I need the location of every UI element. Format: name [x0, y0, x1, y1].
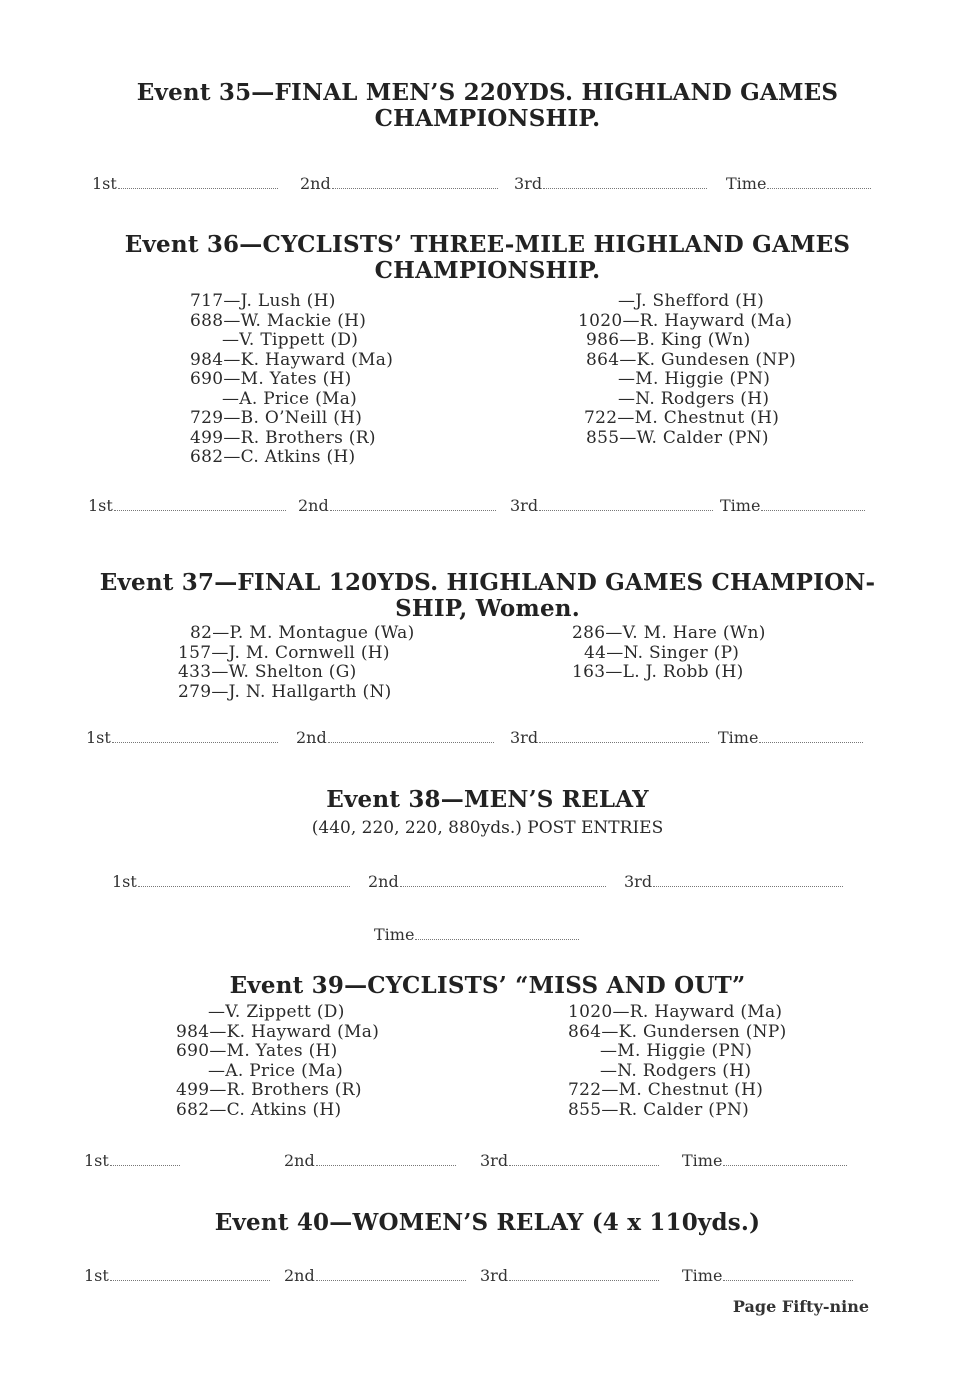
- entry: 722—M. Chestnut (H): [584, 408, 780, 428]
- first-label: 1st: [92, 174, 117, 193]
- entry: —V. Tippett (D): [222, 330, 359, 350]
- event-37-left-entries: [178, 624, 468, 702]
- event-36-heading: [60, 232, 915, 284]
- event-37-heading-line-1: Event 37—FINAL 120YDS. HIGHLAND GAMES CHAMPION-: [99, 569, 876, 596]
- event-36-heading-line-1: Event 36—CYCLISTS’ THREE-MILE HIGHLAND GAMES: [124, 231, 851, 258]
- event-39-right-entries: [568, 1003, 828, 1120]
- entry: —M. Higgie (PN): [600, 1041, 753, 1061]
- event-40-heading: [60, 1210, 915, 1236]
- event-38-heading-line-1: Event 38—MEN’S RELAY: [326, 786, 649, 813]
- second-label: 2nd: [296, 728, 327, 747]
- time-label: Time: [374, 925, 415, 944]
- entry: 722—M. Chestnut (H): [568, 1080, 764, 1100]
- time-label: Time: [682, 1266, 723, 1285]
- first-label: 1st: [112, 872, 137, 891]
- event-36-right-entries: [578, 292, 838, 448]
- event-35-heading-line-1: Event 35—FINAL MEN’S 220YDS. HIGHLAND GAMES: [136, 79, 839, 106]
- entry: 864—K. Gundesen (NP): [586, 349, 797, 370]
- event-38-results-places: [112, 872, 872, 894]
- first-label: 1st: [86, 728, 111, 747]
- third-label: 3rd: [480, 1266, 509, 1285]
- event-37-heading-line-2: SHIP, Women.: [395, 595, 580, 622]
- entry: 1020—R. Hayward (Ma): [578, 310, 793, 331]
- entry: —V. Zippett (D): [208, 1002, 345, 1022]
- event-35-heading: [60, 80, 915, 132]
- entry: 690—M. Yates (H): [176, 1041, 338, 1061]
- entry: —N. Rodgers (H): [618, 388, 770, 409]
- event-36-results: [88, 496, 888, 518]
- third-label: 3rd: [510, 728, 539, 747]
- entry: 690—M. Yates (H): [190, 369, 352, 389]
- third-label: 3rd: [480, 1151, 509, 1170]
- first-label: 1st: [88, 496, 113, 515]
- event-37-results: [86, 728, 886, 750]
- entry: —J. Shefford (H): [618, 291, 765, 311]
- second-label: 2nd: [284, 1266, 315, 1285]
- entry: 717—J. Lush (H): [190, 291, 336, 311]
- second-label: 2nd: [298, 496, 329, 515]
- time-label: Time: [726, 174, 767, 193]
- entry: 499—R. Brothers (R): [190, 427, 376, 448]
- event-40-heading-line-1: Event 40—WOMEN’S RELAY (4 x 110yds.): [214, 1209, 761, 1236]
- time-label: Time: [720, 496, 761, 515]
- entry: 855—R. Calder (PN): [568, 1099, 750, 1120]
- entry: 286—V. M. Hare (Wn): [572, 623, 766, 643]
- first-label: 1st: [84, 1151, 109, 1170]
- event-39-left-entries: [176, 1003, 436, 1120]
- entry: 82—P. M. Montague (Wa): [190, 623, 415, 643]
- entry: 157—J. M. Cornwell (H): [178, 642, 390, 663]
- event-38-subtext: (440, 220, 220, 880yds.) POST ENTRIES: [311, 818, 664, 838]
- entry: 864—K. Gundersen (NP): [568, 1021, 787, 1042]
- entry: 163—L. J. Robb (H): [572, 662, 744, 682]
- entry: 1020—R. Hayward (Ma): [568, 1002, 783, 1022]
- event-36-left-entries: [190, 292, 430, 468]
- second-label: 2nd: [368, 872, 399, 891]
- event-39-heading: [60, 973, 915, 999]
- entry: 682—C. Atkins (H): [176, 1099, 342, 1120]
- entry: 984—K. Hayward (Ma): [176, 1021, 380, 1042]
- entry: 729—B. O’Neill (H): [190, 408, 363, 428]
- third-label: 3rd: [624, 872, 653, 891]
- event-35-results: [92, 174, 892, 196]
- event-39-results: [84, 1151, 884, 1173]
- entry: —A. Price (Ma): [222, 388, 358, 409]
- entry: 44—N. Singer (P): [584, 642, 740, 663]
- second-label: 2nd: [284, 1151, 315, 1170]
- time-label: Time: [718, 728, 759, 747]
- event-39-heading-line-1: Event 39—CYCLISTS’ “MISS AND OUT”: [229, 972, 746, 999]
- third-label: 3rd: [510, 496, 539, 515]
- event-37-heading: [40, 570, 935, 622]
- page-number: Page Fifty-nine: [732, 1297, 869, 1316]
- entry: 986—B. King (Wn): [586, 330, 751, 350]
- event-38-heading: [60, 787, 915, 813]
- entry: —M. Higgie (PN): [618, 369, 771, 389]
- event-35-heading-line-2: CHAMPIONSHIP.: [374, 105, 601, 132]
- entry: 688—W. Mackie (H): [190, 310, 367, 331]
- entry: 499—R. Brothers (R): [176, 1080, 362, 1100]
- entry: —N. Rodgers (H): [600, 1060, 752, 1081]
- entry: —A. Price (Ma): [208, 1060, 344, 1081]
- event-38-results-time: [374, 925, 614, 947]
- third-label: 3rd: [514, 174, 543, 193]
- first-label: 1st: [84, 1266, 109, 1285]
- entry: 682—C. Atkins (H): [190, 447, 356, 467]
- entry: 855—W. Calder (PN): [586, 427, 769, 448]
- second-label: 2nd: [300, 174, 331, 193]
- entry: 984—K. Hayward (Ma): [190, 349, 394, 370]
- entry: 433—W. Shelton (G): [178, 662, 357, 682]
- event-36-heading-line-2: CHAMPIONSHIP.: [374, 257, 601, 284]
- event-37-right-entries: [572, 624, 832, 683]
- entry: 279—J. N. Hallgarth (N): [178, 681, 392, 702]
- event-40-results: [84, 1266, 884, 1288]
- time-label: Time: [682, 1151, 723, 1170]
